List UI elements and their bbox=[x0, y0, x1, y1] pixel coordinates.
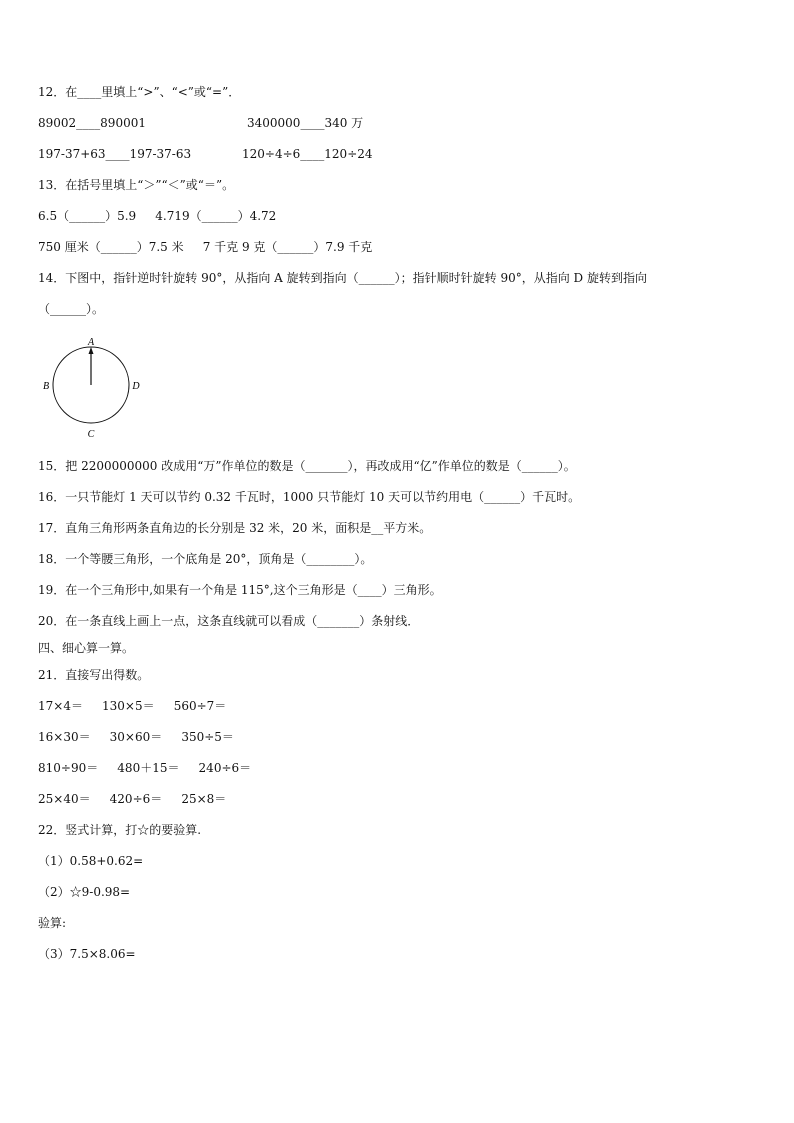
label-a: A bbox=[87, 337, 95, 348]
q18: 18．一个等腰三角形，一个底角是 20°，顶角是（________）。 bbox=[38, 552, 373, 566]
label-d: D bbox=[132, 381, 140, 392]
q12-item-a: 89002____890001 bbox=[38, 116, 146, 130]
q21-row-1: 17×4＝ 130×5＝ 560÷7＝ bbox=[38, 699, 227, 713]
label-c: C bbox=[87, 429, 95, 440]
q12-item-c: 197-37+63____197-37-63 bbox=[38, 147, 192, 161]
q12-item-b: 3400000____340 万 bbox=[247, 116, 364, 130]
q21-row-2: 16×30＝ 30×60＝ 350÷5＝ bbox=[38, 730, 234, 744]
q17: 17．直角三角形两条直角边的长分别是 32 米，20 米，面积是__平方米。 bbox=[38, 521, 432, 535]
q21-row-3: 810÷90＝ 480＋15＝ 240÷6＝ bbox=[38, 761, 252, 775]
q21-row-4: 25×40＝ 420÷6＝ 25×8＝ bbox=[38, 792, 227, 806]
q13-row1: 6.5（______）5.9 4.719（______）4.72 bbox=[38, 209, 277, 223]
q13-stem: 13．在括号里填上“＞”“＜”或“＝”。 bbox=[38, 178, 235, 192]
q21-stem: 21．直接写出得数。 bbox=[38, 668, 150, 682]
q12-stem: 12．在____里填上“>”、“<”或“=”． bbox=[38, 85, 241, 99]
q14-line2: （______）。 bbox=[38, 302, 105, 316]
label-b: B bbox=[42, 381, 50, 392]
compass-diagram bbox=[36, 336, 146, 442]
q19: 19．在一个三角形中,如果有一个角是 115°,这个三角形是（____）三角形。 bbox=[38, 583, 442, 597]
section-heading: 四、细心算一算。 bbox=[38, 641, 135, 655]
q20: 20．在一条直线上画上一点，这条直线就可以看成（_______）条射线． bbox=[38, 614, 420, 628]
q22-part-2: （2）☆9-0.98= bbox=[38, 885, 131, 899]
q22-stem: 22．竖式计算，打☆的要验算. bbox=[38, 823, 202, 837]
q16: 16．一只节能灯 1 天可以节约 0.32 千瓦时，1000 只节能灯 10 天可以节约用电（______）千瓦时。 bbox=[38, 490, 581, 504]
q15: 15．把 2200000000 改成用“万”作单位的数是（_______），再改成用“亿”作单位的数是（______）。 bbox=[38, 459, 576, 473]
q13-row2: 750 厘米（______）7.5 米 7 千克 9 克（______）7.9 千克 bbox=[38, 240, 373, 254]
q22-part-3: （3）7.5×8.06= bbox=[38, 947, 136, 961]
q22-check-label: 验算: bbox=[38, 916, 67, 930]
q12-item-d: 120÷4÷6____120÷24 bbox=[242, 147, 373, 161]
pointer-arrowhead bbox=[89, 347, 94, 354]
q14-line1: 14．下图中，指针逆时针旋转 90°，从指向 A 旋转到指向（______）；指针顺时针旋转 90°，从指向 D 旋转到指向 bbox=[38, 271, 647, 285]
q22-part-1: （1）0.58+0.62= bbox=[38, 854, 144, 868]
